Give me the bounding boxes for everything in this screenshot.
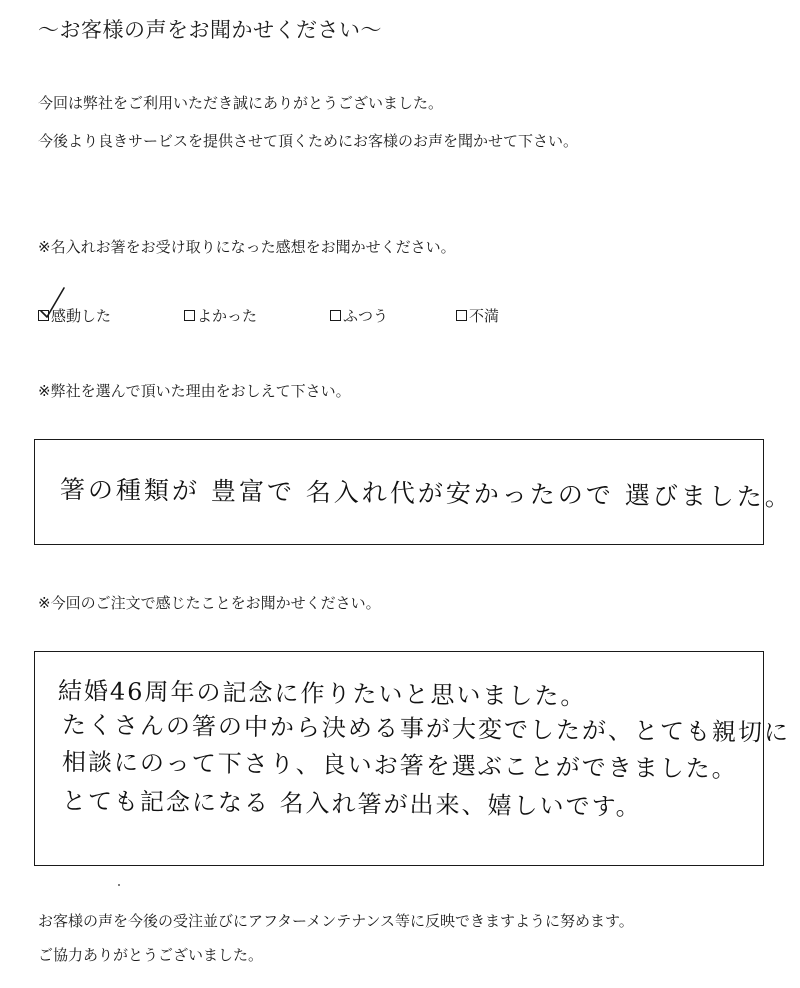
question-reason-label: ※弊社を選んで頂いた理由をおしえて下さい。 [38,382,351,400]
answer-feedback-line: たくさんの箸の中から決める事が大変でしたが、とても親切に [61,711,791,747]
option-yokatta[interactable] [184,305,257,326]
checkbox[interactable] [184,310,195,321]
option-label: よかった [197,307,258,325]
checkbox-checked[interactable] [38,310,49,321]
question-feedback-label: ※今回のご注文で感じたことをお聞かせください。 [38,594,381,612]
checkbox[interactable] [456,310,467,321]
option-kando[interactable] [38,305,111,326]
intro-line-2: 今後より良きサービスを提供させて頂くためにお客様のお声を聞かせて下さい。 [38,132,579,150]
footer-line-1: お客様の声を今後の受注並びにアフターメンテナンス等に反映できますように努めます。 [38,912,634,930]
answer-feedback-line: とても記念になる 名入れ箸が出来、嬉しいです。 [61,787,642,822]
checkbox[interactable] [330,310,341,321]
option-futsuu[interactable] [330,305,388,326]
answer-feedback-line: 相談にのって下さり、良いお箸を選ぶことができました。 [61,748,738,784]
option-label: 不満 [469,307,500,325]
intro-line-1: 今回は弊社をご利用いただき誠にありがとうございました。 [38,94,444,112]
answer-feedback-line: 結婚46周年の記念に作りたいと思いました。 [57,677,587,711]
option-label: ふつう [343,307,389,325]
scan-speck [118,884,120,886]
answer-reason-text: 箸の種類が 豊富で 名入れ代が安かったので 選びました。 [59,475,793,512]
question-impression-label: ※名入れお箸をお受け取りになった感想をお聞かせください。 [38,238,456,256]
page-title: 〜お客様の声をお聞かせください〜 [38,18,382,42]
option-label: 感動した [51,307,112,325]
option-fuman[interactable] [456,305,499,326]
footer-line-2: ご協力ありがとうございました。 [38,946,264,964]
